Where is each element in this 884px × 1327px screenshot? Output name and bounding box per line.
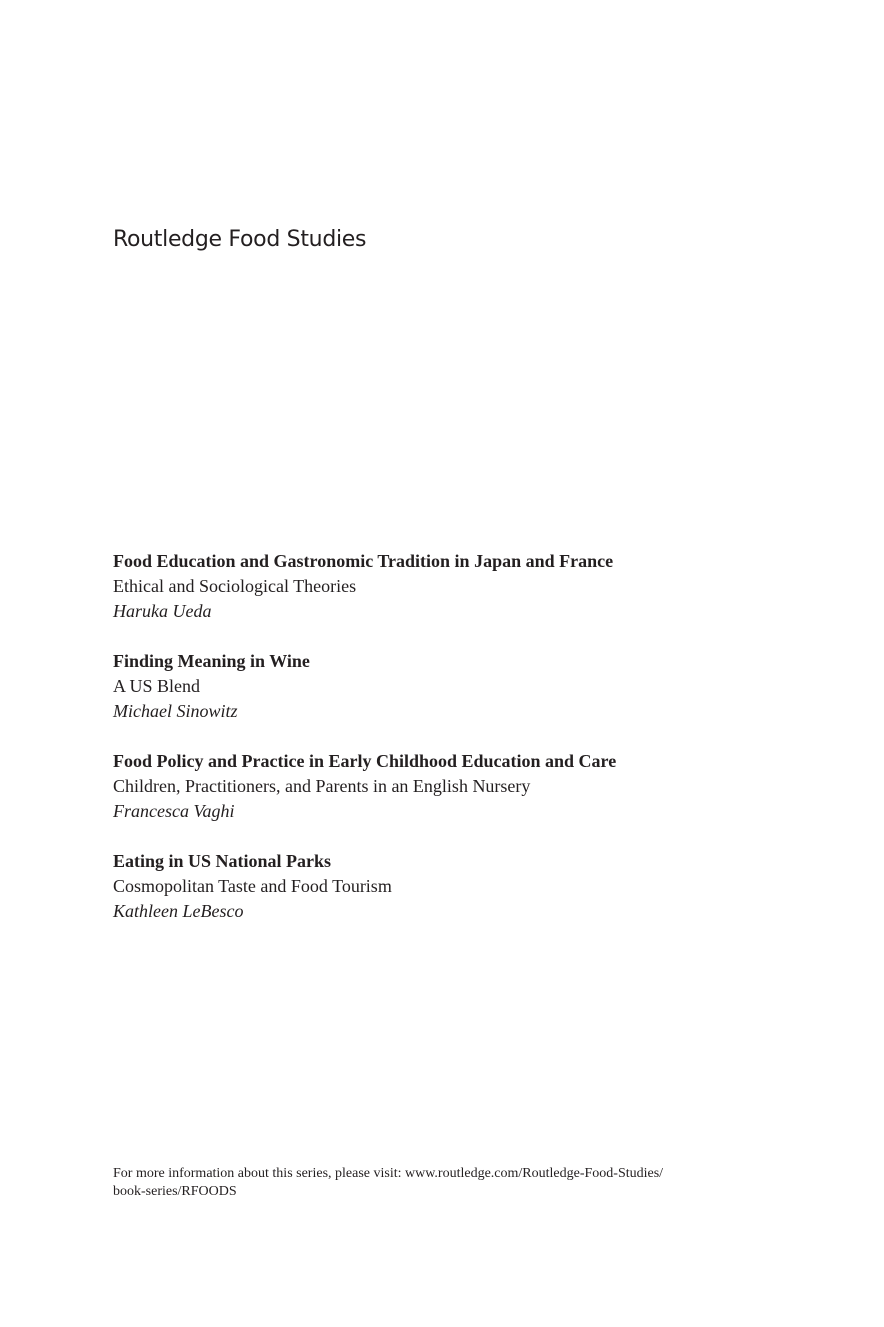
series-title: Routledge Food Studies xyxy=(113,227,367,252)
book-entry xyxy=(113,849,813,924)
book-list xyxy=(113,549,813,949)
book-entry xyxy=(113,749,813,824)
series-info-note xyxy=(113,1165,773,1201)
book-subtitle: Cosmopolitan Taste and Food Tourism xyxy=(113,876,392,896)
book-entry xyxy=(113,649,813,724)
book-title: Food Policy and Practice in Early Childhood Education and Care xyxy=(113,751,617,771)
book-author: Kathleen LeBesco xyxy=(113,901,244,921)
book-title: Eating in US National Parks xyxy=(113,851,332,871)
series-info-line: For more information about this series, please visit: www.routledge.com/Routledge-Food-Studies/ xyxy=(113,1166,664,1181)
series-info-line: book-series/RFOODS xyxy=(113,1184,237,1199)
book-subtitle: Children, Practitioners, and Parents in an English Nursery xyxy=(113,776,531,796)
book-title: Finding Meaning in Wine xyxy=(113,651,310,671)
book-author: Francesca Vaghi xyxy=(113,801,235,821)
book-subtitle: Ethical and Sociological Theories xyxy=(113,576,357,596)
book-entry xyxy=(113,549,813,624)
book-author: Michael Sinowitz xyxy=(113,701,238,721)
book-subtitle: A US Blend xyxy=(113,676,201,696)
book-title: Food Education and Gastronomic Tradition in Japan and France xyxy=(113,551,614,571)
book-author: Haruka Ueda xyxy=(113,601,212,621)
